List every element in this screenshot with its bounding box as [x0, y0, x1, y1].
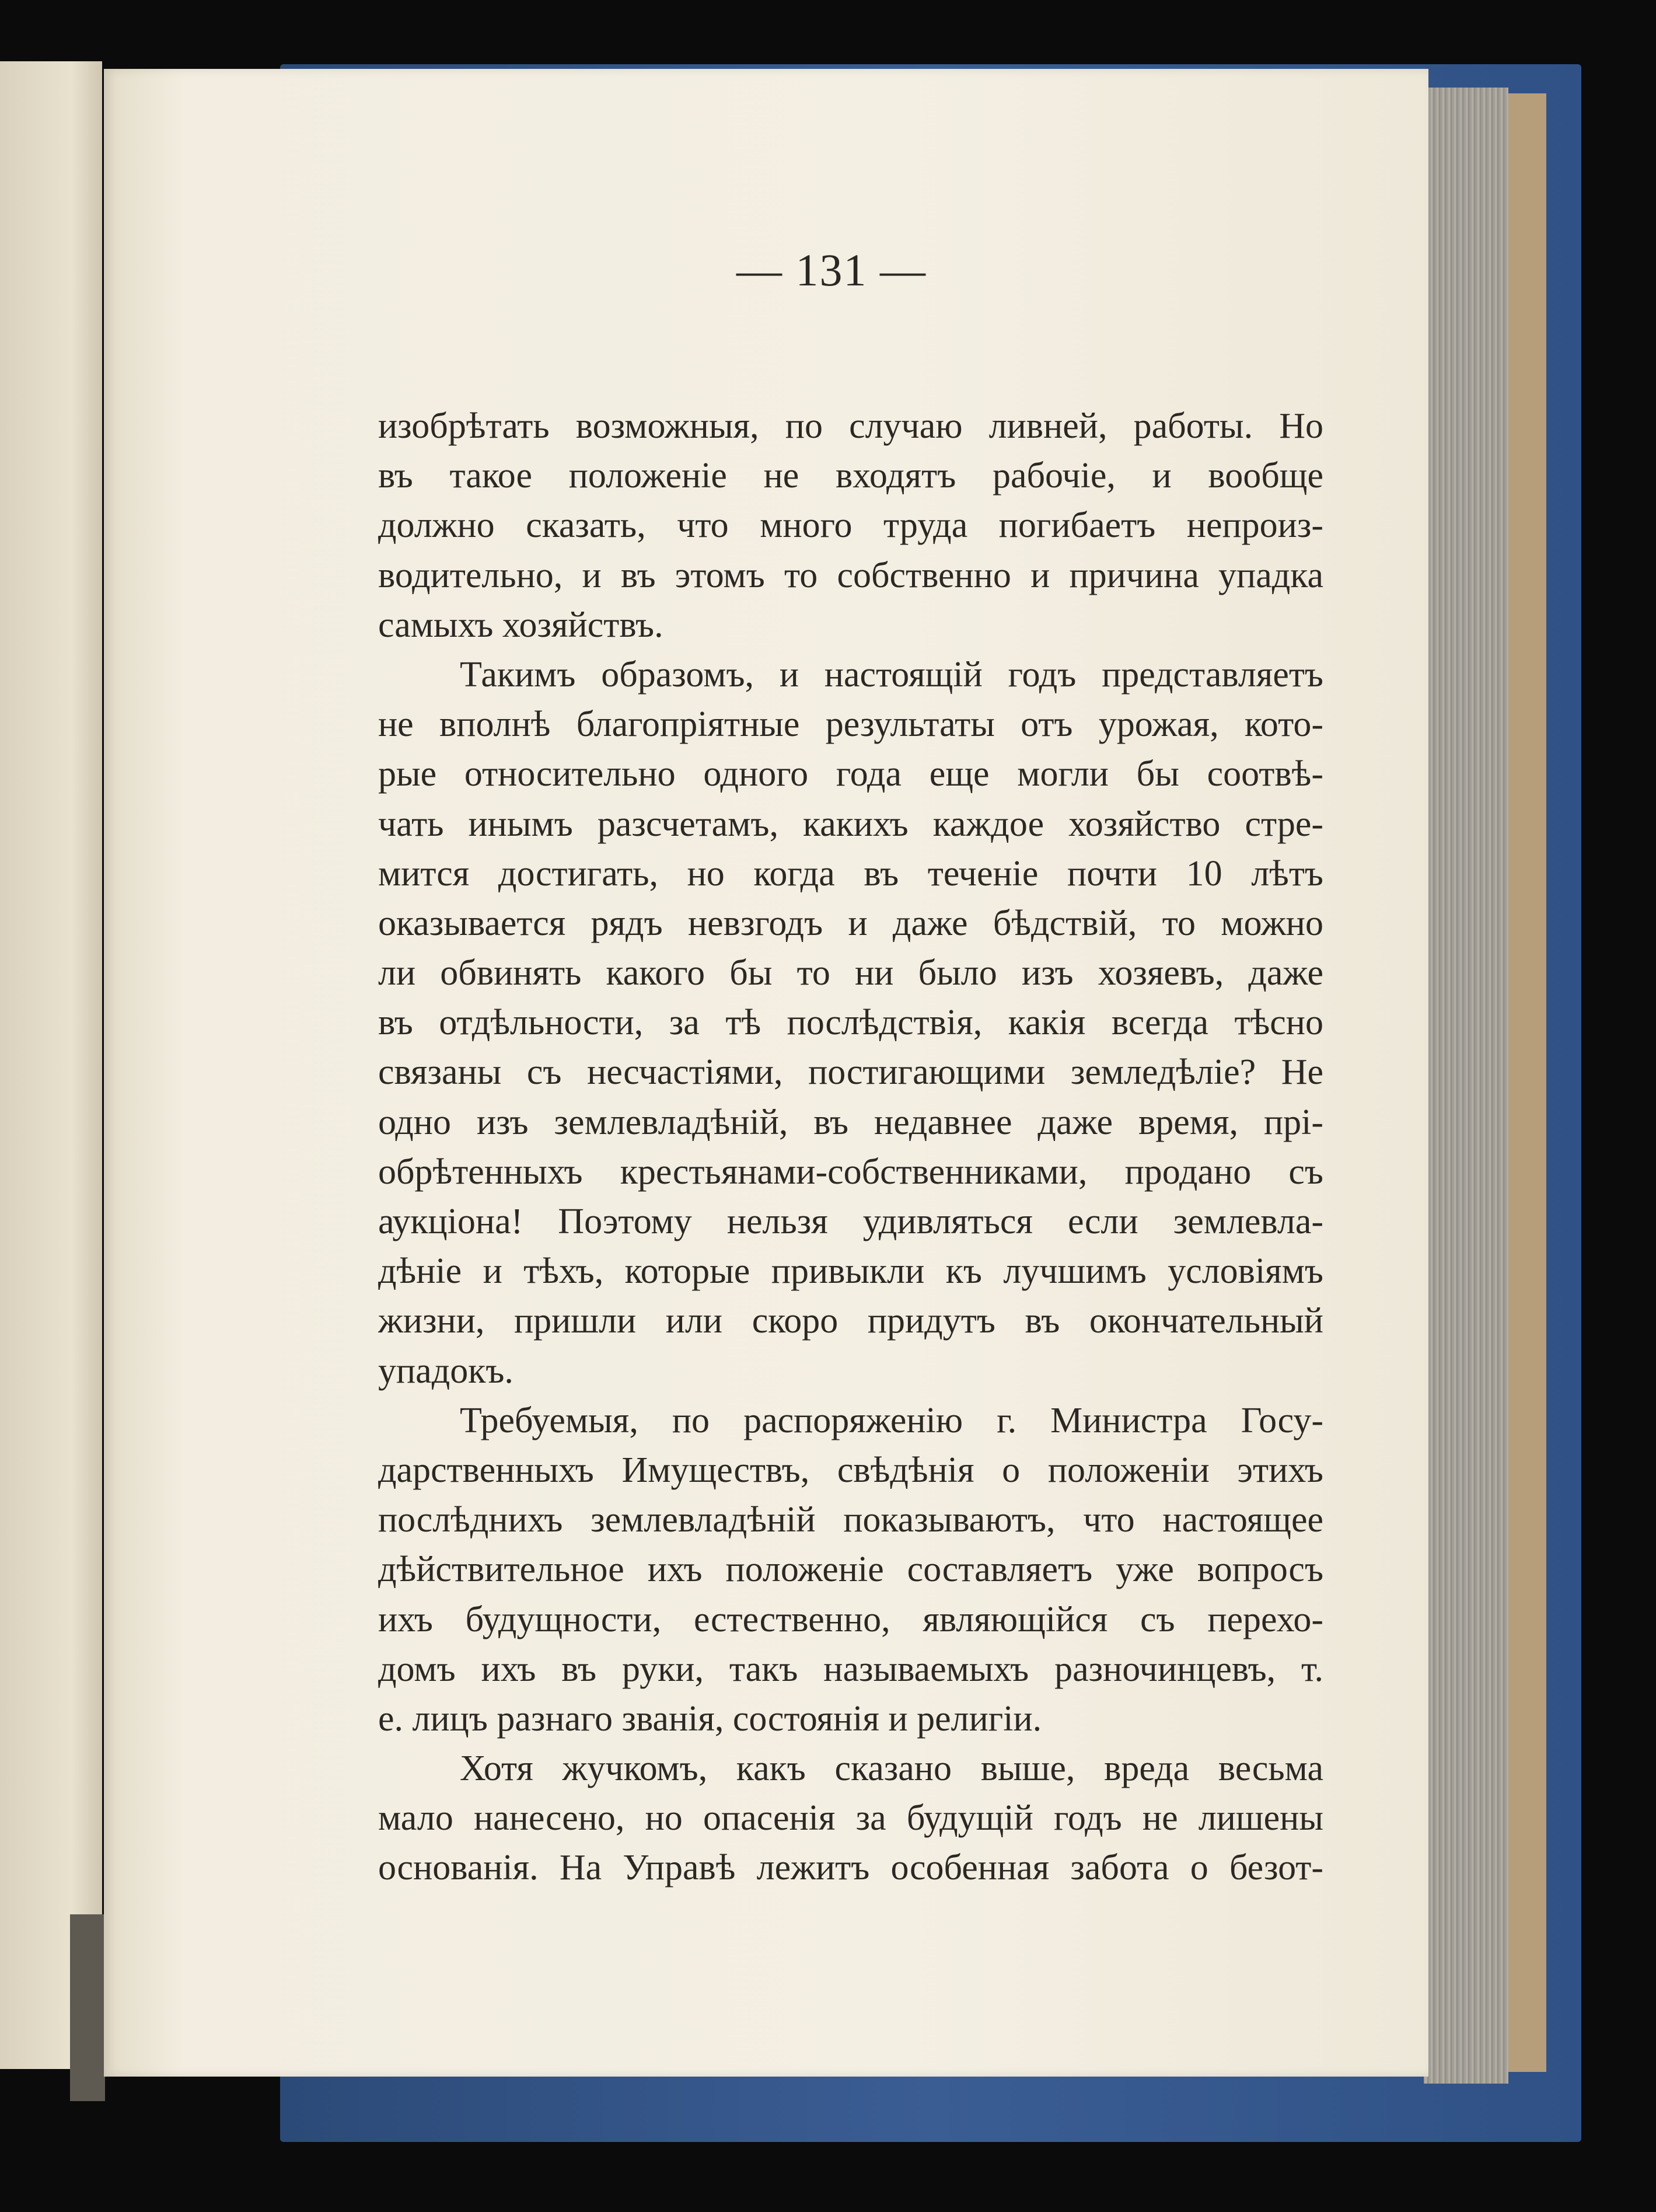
text-line: обрѣтенныхъ крестьянами-собственниками, продано съ: [378, 1152, 1323, 1192]
text-line: одно изъ землевладѣній, въ недавнее даже время, прі-: [378, 1102, 1323, 1142]
left-page-binding: [70, 1914, 105, 2101]
text-line: Хотя жучкомъ, какъ сказано выше, вреда весьма: [460, 1749, 1323, 1789]
text-line: мится достигать, но когда въ теченіе почти 10 лѣтъ: [378, 853, 1323, 894]
book-page: [104, 69, 1428, 2077]
text-line: дѣйствительное ихъ положеніе составляетъ уже вопросъ: [378, 1550, 1323, 1590]
text-line: ихъ будущности, естественно, являющійся съ перехо-: [378, 1599, 1323, 1639]
text-line: связаны съ несчастіями, постигающими земледѣліе? Не: [378, 1052, 1323, 1093]
text-line: е. лицъ разнаго званія, состоянія и религіи.: [378, 1698, 1042, 1739]
text-line: дѣніе и тѣхъ, которые привыкли къ лучшимъ условіямъ: [378, 1251, 1323, 1292]
text-line: дарственныхъ Имуществъ, свѣдѣнія о положеніи этихъ: [378, 1450, 1323, 1490]
text-line: самыхъ хозяйствъ.: [378, 605, 663, 645]
text-line: водительно, и въ этомъ то собственно и причина упадка: [378, 555, 1323, 595]
text-line: оказывается рядъ невзгодъ и даже бѣдствій, то можно: [378, 903, 1323, 943]
text-line: не вполнѣ благопріятные результаты отъ урожая, кото-: [378, 704, 1323, 745]
text-line: мало нанесено, но опасенія за будущій годъ не лишены: [378, 1798, 1323, 1838]
text-line: аукціона! Поэтому нельзя удивляться если землевла-: [378, 1202, 1323, 1241]
text-line: Требуемыя, по распоряженію г. Министра Госу-: [460, 1400, 1323, 1440]
text-line: упадокъ.: [378, 1351, 513, 1391]
text-line: въ отдѣльности, за тѣ послѣдствія, какія всегда тѣсно: [378, 1003, 1323, 1043]
text-line: послѣднихъ землевладѣній показываютъ, что настоящее: [378, 1500, 1323, 1540]
text-line: чать инымъ разсчетамъ, какихъ каждое хозяйство стре-: [378, 804, 1323, 844]
text-line: въ такое положеніе не входятъ рабочіе, и вообще: [378, 456, 1323, 496]
body-text: [378, 402, 1323, 1893]
text-line: рые относительно одного года еще могли бы соотвѣ-: [378, 754, 1323, 794]
text-line: жизни, пришли или скоро придутъ въ окончательный: [378, 1301, 1323, 1341]
text-line: должно сказать, что много труда погибаетъ непроиз-: [378, 505, 1323, 546]
text-line: Такимъ образомъ, и настоящій годъ представляетъ: [460, 654, 1323, 695]
text-line: ли обвинять какого бы то ни было изъ хозяевъ, даже: [378, 953, 1323, 993]
text-line: домъ ихъ въ руки, такъ называемыхъ разночинцевъ, т.: [378, 1649, 1323, 1689]
page-block-edges: [1424, 88, 1508, 2084]
left-page-edge: [0, 61, 102, 2069]
page-number: — 131 —: [736, 245, 927, 295]
text-line: изобрѣтать возможныя, по случаю ливней, работы. Но: [378, 406, 1323, 446]
text-line: основанія. На Управѣ лежитъ особенная забота о безот-: [378, 1848, 1323, 1888]
